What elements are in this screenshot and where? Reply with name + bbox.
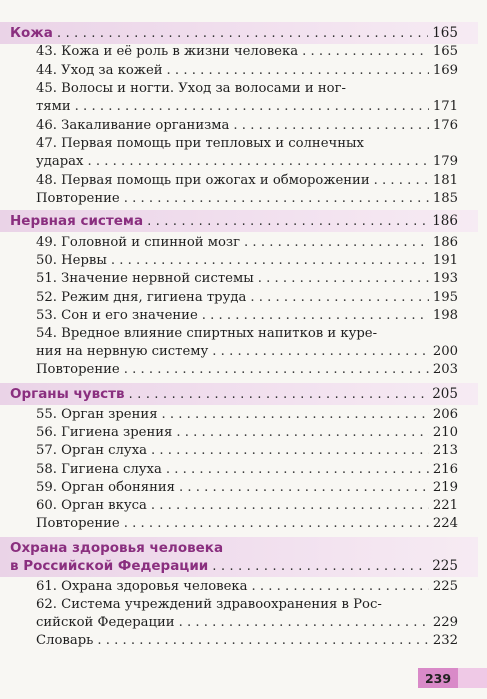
toc-entry[interactable] <box>0 43 487 61</box>
section-title: в Российской Федерации <box>10 558 209 574</box>
dot-leader <box>147 212 428 230</box>
page-ref: 191 <box>432 253 458 268</box>
page-ref: 186 <box>432 235 458 250</box>
dot-leader <box>176 424 428 442</box>
page-number-badge: 239 <box>418 668 458 688</box>
dot-leader <box>75 98 429 116</box>
toc-entry[interactable] <box>0 479 487 497</box>
entry-title: 56. Гигиена зрения <box>36 425 173 440</box>
toc-entry[interactable] <box>0 361 487 379</box>
entry-title: Повторение <box>36 191 120 206</box>
dot-leader <box>212 557 428 575</box>
dot-leader <box>250 289 428 307</box>
page-ref: 205 <box>432 386 458 402</box>
toc-entry[interactable] <box>0 252 487 270</box>
dot-leader <box>151 442 429 460</box>
toc-entry-first-line[interactable]: 62. Система учреждений здравоохранения в Рос- <box>36 597 382 612</box>
entry-title: ударах <box>36 154 84 169</box>
page-ref: 216 <box>432 462 458 477</box>
entry-title: Повторение <box>36 516 120 531</box>
entry-title: 57. Орган слуха <box>36 443 147 458</box>
toc-entry[interactable] <box>0 270 487 288</box>
page-ref: 210 <box>432 425 458 440</box>
dot-leader <box>258 270 429 288</box>
dot-leader <box>166 461 429 479</box>
dot-leader <box>124 361 429 379</box>
toc-entry[interactable] <box>0 424 487 442</box>
dot-leader <box>374 172 429 190</box>
toc-entry[interactable] <box>0 461 487 479</box>
toc-entry[interactable] <box>0 515 487 533</box>
dot-leader <box>124 515 429 533</box>
toc-entry[interactable] <box>0 153 487 171</box>
toc-entry[interactable] <box>0 289 487 307</box>
toc-entry[interactable] <box>0 307 487 325</box>
section-heading[interactable] <box>0 385 487 403</box>
toc-entry-first-line[interactable]: 47. Первая помощь при тепловых и солнечных <box>36 136 364 151</box>
page-ref: 193 <box>432 271 458 286</box>
toc-entry[interactable] <box>0 614 487 632</box>
entry-title: Повторение <box>36 362 120 377</box>
entry-title: 46. Закаливание организма <box>36 118 230 133</box>
entry-title: 55. Орган зрения <box>36 407 158 422</box>
toc-entry[interactable] <box>0 98 487 116</box>
entry-title: 60. Орган вкуса <box>36 498 147 513</box>
dot-leader <box>124 190 429 208</box>
dot-leader <box>57 24 428 42</box>
section-title: Кожа <box>10 25 53 41</box>
entry-title: 58. Гигиена слуха <box>36 462 162 477</box>
page-ref: 213 <box>432 443 458 458</box>
dot-leader <box>212 343 429 361</box>
dot-leader <box>162 406 429 424</box>
page-ref: 179 <box>432 154 458 169</box>
toc-entry[interactable] <box>0 62 487 80</box>
page-ref: 165 <box>432 25 458 41</box>
entry-title: 59. Орган обоняния <box>36 480 175 495</box>
entry-title: 50. Нервы <box>36 253 107 268</box>
dot-leader <box>251 578 428 596</box>
section-heading[interactable] <box>0 212 487 230</box>
toc-entry[interactable] <box>0 172 487 190</box>
dot-leader <box>179 479 429 497</box>
page-ref: 232 <box>432 633 458 648</box>
toc-entry[interactable] <box>0 343 487 361</box>
entry-title: 49. Головной и спинной мозг <box>36 235 241 250</box>
toc-entry[interactable] <box>0 632 487 650</box>
entry-title: 48. Первая помощь при ожогах и обморожении <box>36 173 370 188</box>
page-ref: 206 <box>432 407 458 422</box>
dot-leader <box>151 497 429 515</box>
dot-leader <box>202 307 429 325</box>
section-title: Нервная система <box>10 213 144 229</box>
entry-title: Словарь <box>36 633 94 648</box>
toc-entry[interactable] <box>0 578 487 596</box>
page-ref: 219 <box>432 480 458 495</box>
page-ref: 171 <box>432 99 458 114</box>
page-ref: 225 <box>432 579 458 594</box>
entry-title: тями <box>36 99 71 114</box>
toc-entry-first-line[interactable]: 54. Вредное влияние спиртных напитков и куре- <box>36 326 378 341</box>
page-ref: 229 <box>432 615 458 630</box>
dot-leader <box>111 252 429 270</box>
toc-entry[interactable] <box>0 442 487 460</box>
toc-entry[interactable] <box>0 117 487 135</box>
toc-entry[interactable] <box>0 234 487 252</box>
page-ref: 165 <box>432 44 458 59</box>
entry-title: 43. Кожа и её роль в жизни человека <box>36 44 299 59</box>
dot-leader <box>87 153 428 171</box>
dot-leader <box>167 62 429 80</box>
entry-title: сийской Федерации <box>36 615 175 630</box>
page-ref: 198 <box>432 308 458 323</box>
dot-leader <box>233 117 428 135</box>
dot-leader <box>129 385 429 403</box>
section-title-first-line[interactable]: Охрана здоровья человека <box>10 540 224 556</box>
page-ref: 225 <box>432 558 458 574</box>
page-ref: 181 <box>432 173 458 188</box>
entry-title: 44. Уход за кожей <box>36 63 163 78</box>
page-edge-tab <box>458 668 487 688</box>
page-ref: 221 <box>432 498 458 513</box>
dot-leader <box>244 234 429 252</box>
toc-entry[interactable] <box>0 406 487 424</box>
toc-entry-first-line[interactable]: 45. Волосы и ногти. Уход за волосами и ног- <box>36 81 346 96</box>
toc-entry[interactable] <box>0 190 487 208</box>
section-heading[interactable] <box>0 24 487 42</box>
page-ref: 224 <box>432 516 458 531</box>
entry-title: 53. Сон и его значение <box>36 308 198 323</box>
entry-title: 52. Режим дня, гигиена труда <box>36 290 247 305</box>
entry-title: 51. Значение нервной системы <box>36 271 254 286</box>
dot-leader <box>97 632 429 650</box>
dot-leader <box>302 43 429 61</box>
entry-title: ния на нервную систему <box>36 344 209 359</box>
page-ref: 195 <box>432 290 458 305</box>
section-title: Органы чувств <box>10 386 125 402</box>
page-ref: 203 <box>432 362 458 377</box>
page-ref: 169 <box>432 63 458 78</box>
page-ref: 185 <box>432 191 458 206</box>
section-heading[interactable] <box>0 557 487 575</box>
entry-title: 61. Охрана здоровья человека <box>36 579 248 594</box>
page-ref: 200 <box>432 344 458 359</box>
page-ref: 186 <box>432 213 458 229</box>
toc-entry[interactable] <box>0 497 487 515</box>
page-ref: 176 <box>432 118 458 133</box>
dot-leader <box>179 614 429 632</box>
